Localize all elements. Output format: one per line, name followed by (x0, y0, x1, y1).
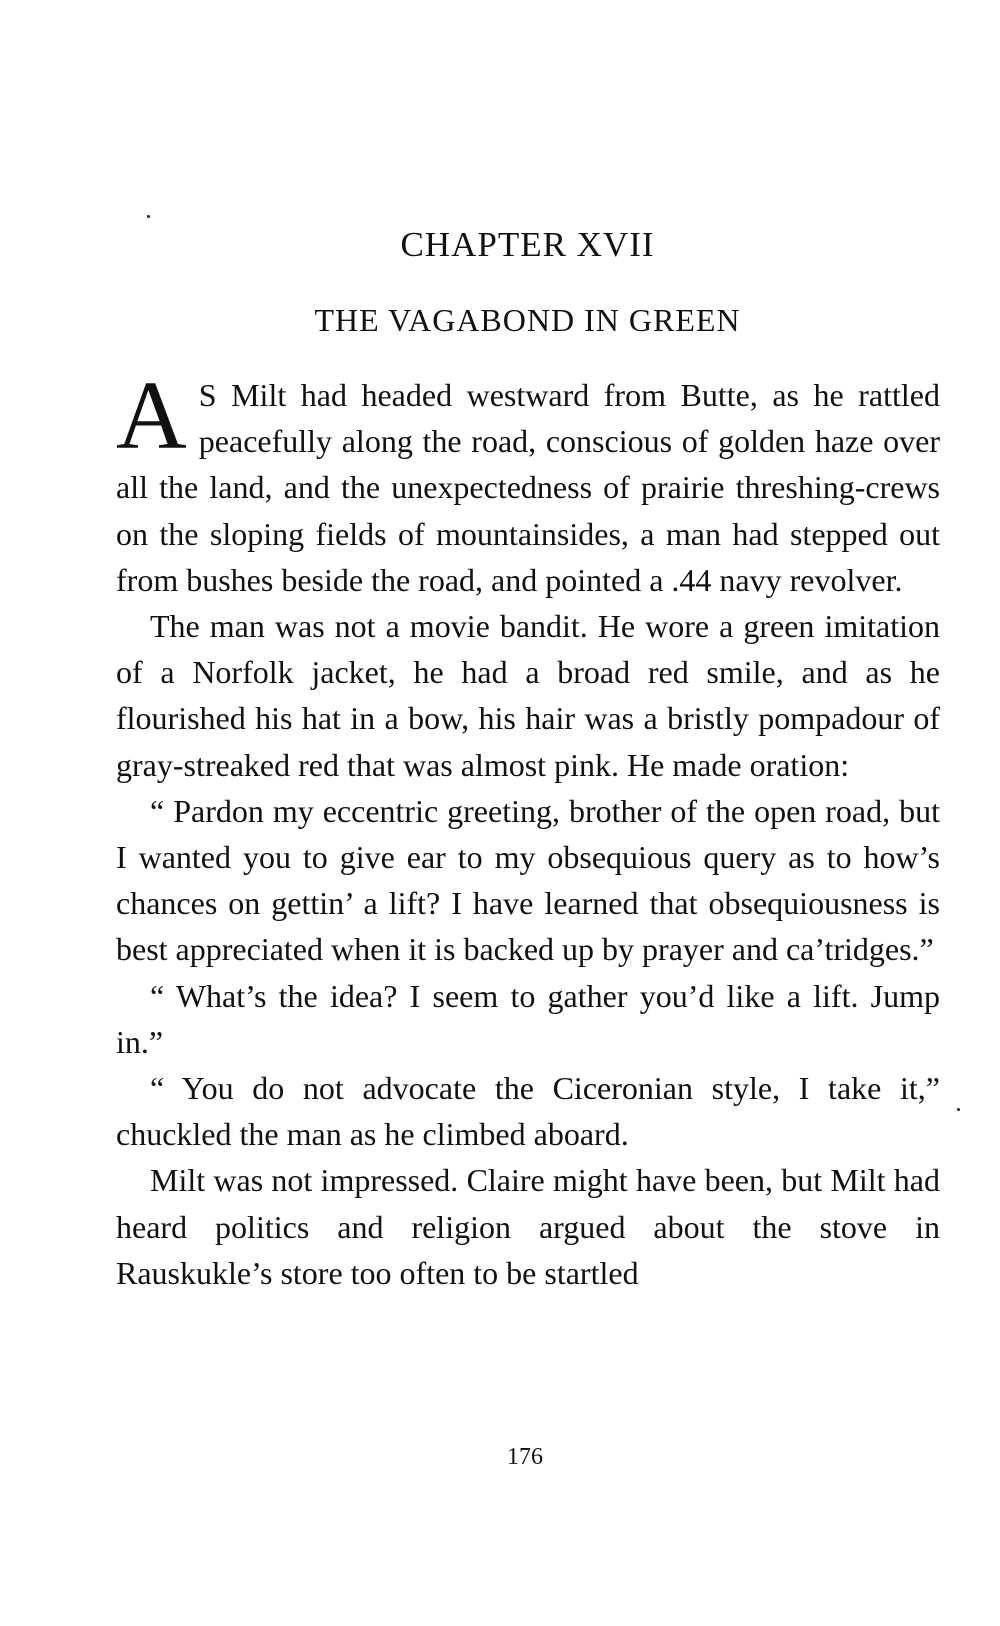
page-number: 176 (507, 1444, 543, 1470)
paragraph-5: “ You do not advocate the Ciceronian style, I take it,” chuckled the man as he climbed aboard. (116, 1070, 940, 1153)
paragraph-1-text: S Milt had headed westward from Butte, as he rattled peacefully along the road, conscious of golden haze over all the land, and the unexpectedness of prairie threshing-crews on the sloping fields of mountainsides, a man had stepped out from bushes beside the road, and pointed a .44 navy revolver. (116, 377, 940, 598)
body-text (116, 362, 940, 1296)
chapter-number: CHAPTER XVII (400, 225, 655, 264)
paragraph-3: “ Pardon my eccentric greeting, brother of the open road, but I wanted you to give ear to my obsequious query as to how’s chances on gettin’ a lift? I have learned that obsequiousness is best appreciated when it is backed up by prayer and ca’tridges.” (116, 792, 940, 968)
chapter-title: THE VAGABOND IN GREEN (314, 302, 741, 338)
paragraph-2: The man was not a movie bandit. He wore a green imitation of a Norfolk jacket, he had a broad red smile, and as he flourished his hat in a bow, his hair was a bristly pompadour of gray-streaked red that was almost pink. He made oration: (116, 608, 940, 783)
ink-speck (147, 215, 150, 218)
paragraph-6: Milt was not impressed. Claire might have been, but Milt had heard politics and religion argued about the stove in Rauskukle’s store too often to be startled (116, 1162, 940, 1291)
paragraph-1 (116, 362, 940, 603)
drop-cap: A (116, 362, 187, 470)
ink-speck (957, 1108, 960, 1111)
paragraph-4: “ What’s the idea? I seem to gather you’d like a lift. Jump in.” (116, 977, 940, 1060)
